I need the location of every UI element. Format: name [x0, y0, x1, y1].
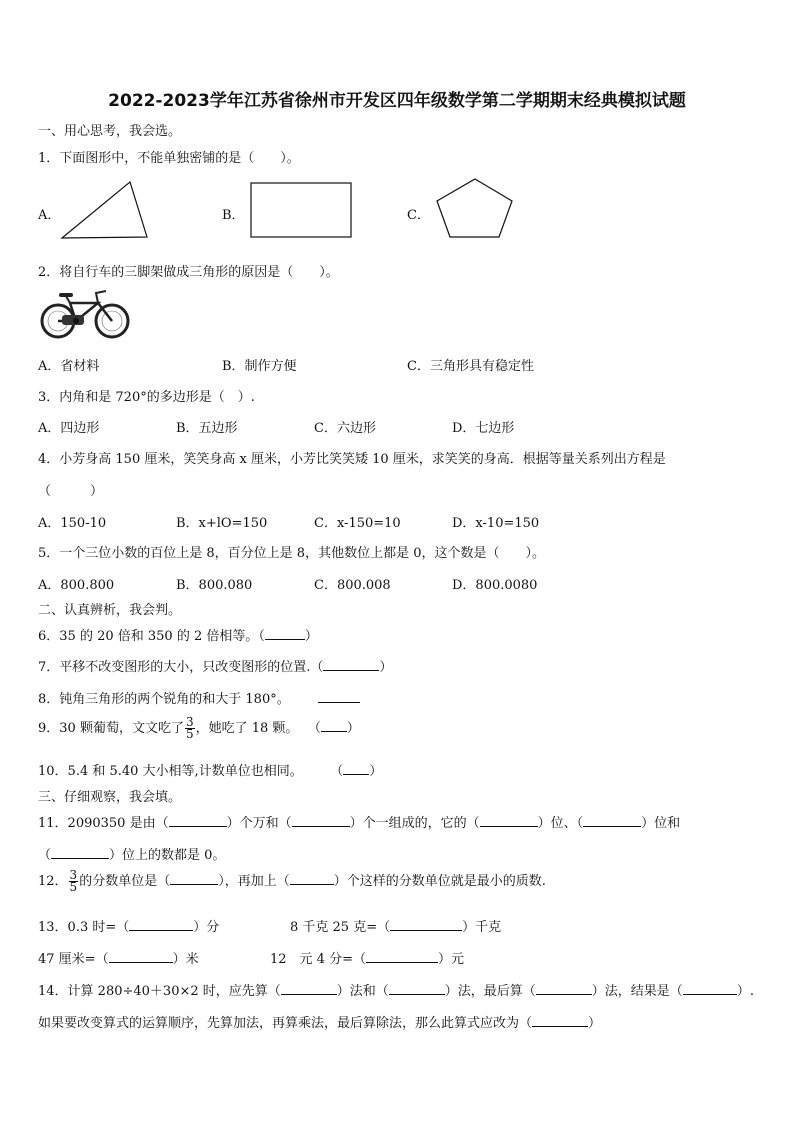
q10-text: 10．5.4 和 5.40 大小相等,计数单位也相同。	[38, 764, 303, 779]
section-1-heading: 一、用心思考，我会选。	[38, 124, 182, 139]
q7-answer-blank[interactable]	[323, 658, 379, 671]
q12-p3: ）个这样的分数单位就是最小的质数.	[333, 874, 546, 889]
q11-blank-4[interactable]	[583, 814, 641, 827]
q2-option-a: A．省材料	[38, 359, 100, 374]
bicycle-icon	[40, 287, 132, 345]
q9-open: （	[314, 721, 321, 736]
q10-answer-blank[interactable]	[343, 762, 369, 775]
q14-blank-3[interactable]	[536, 982, 592, 995]
q14-blank-1[interactable]	[281, 982, 337, 995]
q6-answer-blank[interactable]	[265, 627, 305, 640]
q14-blank-5[interactable]	[532, 1014, 588, 1027]
question-14	[38, 980, 754, 999]
q11-blank-3[interactable]	[480, 814, 538, 827]
q11-p6: （	[38, 848, 52, 863]
q12-pre: 12．	[38, 874, 68, 889]
q1-option-b-label: B．	[222, 208, 245, 223]
q13-blank-1[interactable]	[129, 918, 193, 931]
q13-blank-2[interactable]	[390, 918, 462, 931]
q14-p1: 14．计算 280÷40＋30×2 时，应先算（	[38, 984, 281, 999]
question-13-b	[290, 916, 501, 935]
q7-text: 7．平移不改变图形的大小，只改变图形的位置.	[38, 660, 311, 675]
q5-option-b: B．800.080	[176, 578, 253, 593]
q8-answer-blank[interactable]	[318, 690, 360, 703]
q13-a2: ）分	[193, 920, 220, 935]
q6-open: （	[258, 629, 265, 644]
page-title: 2022-2023学年江苏省徐州市开发区四年级数学第二学期期末经典模拟试题	[108, 91, 686, 111]
q11-p1: 11．2090350 是由（	[38, 816, 169, 831]
question-6	[38, 625, 318, 644]
q11-p2: ）个万和（	[226, 816, 292, 831]
q12-p1: 的分数单位是（	[79, 874, 171, 889]
q9-numerator: 3	[185, 715, 194, 729]
q11-p7: ）位上的数都是 0。	[109, 848, 226, 863]
q10-open: （	[336, 764, 344, 779]
q11-blank-5[interactable]	[51, 846, 109, 859]
q9-close: ）	[346, 721, 360, 736]
q11-p5: ）位和	[641, 816, 681, 831]
q13-c1: 47 厘米=（	[38, 952, 109, 967]
question-10	[38, 760, 382, 779]
q4-option-b: B．x+lO=150	[176, 516, 268, 531]
q7-open: （	[310, 660, 324, 675]
q13-a1: 13．0.3 时=（	[38, 920, 130, 935]
q11-blank-1[interactable]	[169, 814, 227, 827]
q13-c2: ）米	[172, 952, 199, 967]
question-4: 4．小芳身高 150 厘米，笑笑身高 x 厘米，小芳比笑笑矮 10 厘米，求笑笑的身高．根据等量关系列出方程是	[38, 452, 666, 467]
q13-blank-4[interactable]	[366, 950, 438, 963]
q9-answer-blank[interactable]	[321, 719, 347, 732]
question-7	[38, 656, 392, 675]
q1-option-c-label: C．	[407, 208, 430, 223]
q9-post: ，她吃了 18 颗。	[195, 721, 299, 736]
q12-blank-1[interactable]	[170, 872, 218, 885]
section-3-heading: 三、仔细观察，我会填。	[38, 790, 182, 805]
q3-option-c: C．六边形	[314, 421, 376, 436]
q7-close: ）	[379, 660, 393, 675]
q3-option-a: A．四边形	[38, 421, 100, 436]
question-13-a	[38, 916, 219, 935]
question-11-line-2	[38, 844, 225, 863]
q6-text: 6．35 的 20 倍和 350 的 2 倍相等。	[38, 629, 259, 644]
q13-b2: ）千克	[462, 920, 502, 935]
question-11	[38, 812, 680, 831]
question-13-d	[270, 948, 464, 967]
pentagon-shape	[436, 178, 516, 240]
q2-option-b: B．制作方便	[222, 359, 297, 374]
q2-option-c: C．三角形具有稳定性	[407, 359, 534, 374]
q3-option-d: D．七边形	[452, 421, 515, 436]
q13-d1: 12 元 4 分=（	[270, 952, 366, 967]
question-3: 3．内角和是 720°的多边形是（ ）.	[38, 390, 255, 405]
question-5: 5．一个三位小数的百位上是 8，百分位上是 8，其他数位上都是 0，这个数是（ ）。	[38, 546, 545, 561]
q6-close: ）	[304, 629, 318, 644]
question-2: 2．将自行车的三脚架做成三角形的原因是（ ）。	[38, 265, 339, 280]
triangle-shape	[60, 180, 150, 240]
q12-numerator: 3	[69, 868, 78, 882]
q11-p4: ）位、（	[537, 816, 584, 831]
q14-p5: ）.	[736, 984, 754, 999]
q12-fraction	[69, 870, 79, 893]
q5-option-d: D．800.0080	[452, 578, 538, 593]
q4-option-c: C．x-150=10	[314, 516, 401, 531]
q9-pre: 9．30 颗葡萄，文文吃了	[38, 721, 184, 736]
rectangle-shape	[250, 182, 352, 238]
q13-d2: ）元	[437, 952, 464, 967]
question-12	[38, 870, 546, 893]
q12-p2: ），再加上（	[218, 874, 290, 889]
question-1: 1．下面图形中，不能单独密铺的是（ ）。	[38, 151, 300, 166]
q9-denominator: 5	[185, 727, 194, 741]
question-9	[38, 717, 360, 740]
q14-l2: 如果要改变算式的运算顺序，先算加法，再算乘法，最后算除法，那么此算式应改为（	[38, 1016, 533, 1031]
q11-p3: ）个一组成的，它的（	[349, 816, 480, 831]
q14-p2: ）法和（	[336, 984, 389, 999]
section-2-heading: 二、认真辨析，我会判。	[38, 603, 182, 618]
q14-p3: ）法，最后算（	[444, 984, 536, 999]
q10-close: ）	[369, 764, 383, 779]
q4-option-d: D．x-10=150	[452, 516, 540, 531]
q14-l2-end: ）	[588, 1016, 602, 1031]
q14-p4: ）法，结果是（	[591, 984, 683, 999]
question-14-line-2	[38, 1012, 601, 1031]
q4-option-a: A．150-10	[38, 516, 107, 531]
q5-option-a: A．800.800	[38, 578, 115, 593]
q1-option-a-label: A．	[38, 208, 61, 223]
q9-fraction	[185, 717, 195, 740]
q12-denominator: 5	[69, 880, 78, 894]
question-8	[38, 688, 360, 707]
question-4-blank: （ ）	[38, 484, 104, 499]
q13-b1: 8 千克 25 克=（	[290, 920, 391, 935]
q14-blank-4[interactable]	[683, 982, 737, 995]
question-13-c	[38, 948, 199, 967]
q11-blank-2[interactable]	[292, 814, 350, 827]
q13-blank-3[interactable]	[109, 950, 173, 963]
q14-blank-2[interactable]	[389, 982, 445, 995]
q12-blank-2[interactable]	[290, 872, 334, 885]
q3-option-b: B．五边形	[176, 421, 238, 436]
q8-text: 8．钝角三角形的两个锐角的和大于 180°。	[38, 692, 290, 707]
q5-option-c: C．800.008	[314, 578, 391, 593]
